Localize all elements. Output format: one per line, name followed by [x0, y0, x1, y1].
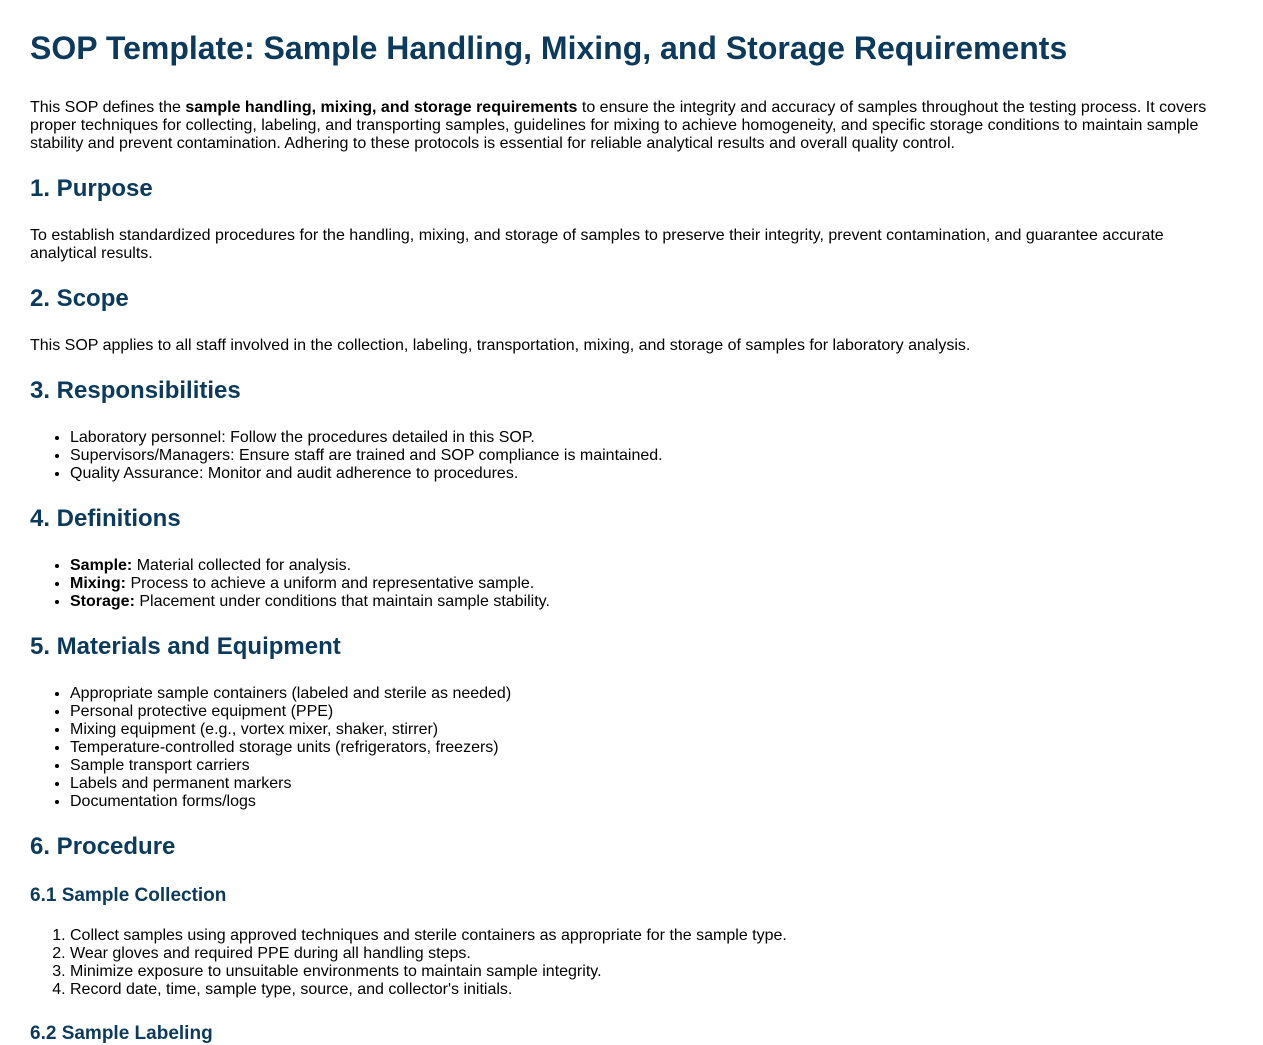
intro-paragraph: [30, 99, 1233, 153]
definitions-list: [30, 557, 1233, 611]
list-item: • Mixing equipment (e.g., vortex mixer, shaker, stirrer): [70, 721, 1233, 739]
definition-text: Process to achieve a uniform and representative sample.: [126, 575, 535, 592]
list-item: • Temperature-controlled storage units (refrigerators, freezers): [70, 739, 1233, 757]
definition-term: Mixing:: [70, 575, 126, 592]
procedure-heading: 6. Procedure: [30, 833, 176, 860]
definition-item: [70, 593, 1233, 611]
procedure-step: 1. Collect samples using approved techniques and sterile containers as appropriate for the sample type.: [70, 927, 1233, 945]
sample-collection-steps: [30, 927, 1233, 999]
list-item: • Sample transport carriers: [70, 757, 1233, 775]
purpose-heading: 1. Purpose: [30, 175, 153, 202]
procedure-step: 3. Minimize exposure to unsuitable environments to maintain sample integrity.: [70, 963, 1233, 981]
definition-term: Sample:: [70, 557, 133, 574]
materials-list: [30, 685, 1233, 811]
list-item: • Documentation forms/logs: [70, 793, 1233, 811]
list-item: • Laboratory personnel: Follow the procedures detailed in this SOP.: [70, 429, 1233, 447]
intro-text-bold: sample handling, mixing, and storage requirements: [185, 99, 578, 116]
definition-item: [70, 575, 1233, 593]
list-item: • Supervisors/Managers: Ensure staff are trained and SOP compliance is maintained.: [70, 447, 1233, 465]
list-item: • Appropriate sample containers (labeled and sterile as needed): [70, 685, 1233, 703]
scope-heading: 2. Scope: [30, 285, 129, 312]
definition-text: Placement under conditions that maintain sample stability.: [134, 593, 550, 610]
definitions-heading: 4. Definitions: [30, 505, 181, 532]
intro-text-end: to ensure the integrity and accuracy of samples throughout the testing process. It covers proper techniques for collecting, labeling, and transporting samples, guidelines for mixing to achieve homogeneity, and specific storage conditions to maintain sample stability and prevent contamination. Adhering to these protocols is essential for reliable analytical results and overall quality control.: [30, 99, 1207, 152]
sample-labeling-heading: 6.2 Sample Labeling: [30, 1023, 213, 1044]
definition-text: Material collected for analysis.: [132, 557, 352, 574]
scope-text: This SOP applies to all staff involved in the collection, labeling, transportation, mixing, and storage of samples for laboratory analysis.: [30, 337, 971, 354]
responsibilities-heading: 3. Responsibilities: [30, 377, 241, 404]
page-title: SOP Template: Sample Handling, Mixing, and Storage Requirements: [30, 30, 1068, 66]
responsibilities-list: [30, 429, 1233, 483]
definition-item: [70, 557, 1233, 575]
list-item: • Quality Assurance: Monitor and audit adherence to procedures.: [70, 465, 1233, 483]
materials-heading: 5. Materials and Equipment: [30, 633, 341, 660]
list-item: • Personal protective equipment (PPE): [70, 703, 1233, 721]
procedure-step: 4. Record date, time, sample type, source, and collector's initials.: [70, 981, 1233, 999]
intro-text-start: This SOP defines the: [30, 99, 186, 116]
procedure-step: 2. Wear gloves and required PPE during all handling steps.: [70, 945, 1233, 963]
sample-collection-heading: 6.1 Sample Collection: [30, 885, 227, 906]
list-item: • Labels and permanent markers: [70, 775, 1233, 793]
purpose-text: To establish standardized procedures for the handling, mixing, and storage of samples to preserve their integrity, prevent contamination, and guarantee accurate analytical results.: [30, 227, 1164, 262]
definition-term: Storage:: [70, 593, 135, 610]
